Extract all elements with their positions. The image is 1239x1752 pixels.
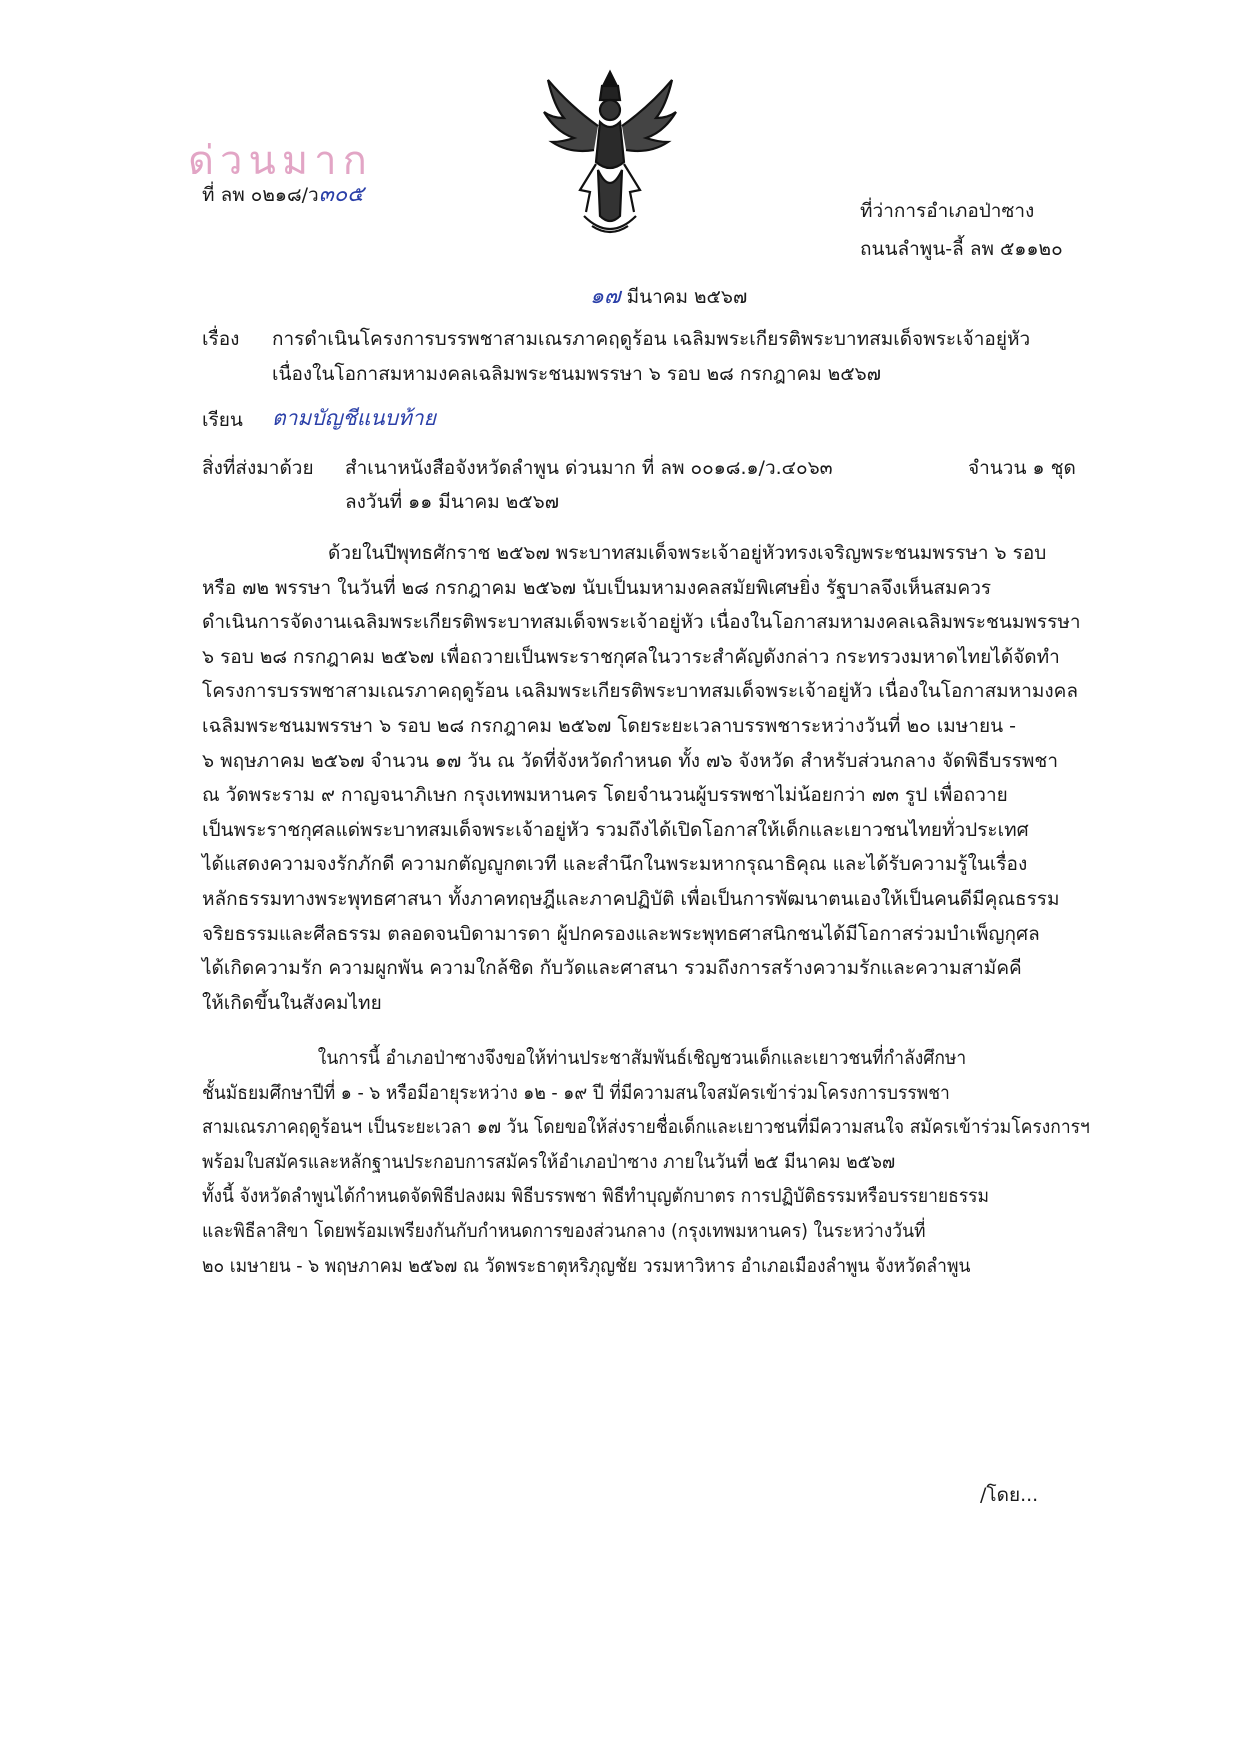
paragraph-line: ๖ พฤษภาคม ๒๕๖๗ จำนวน ๑๗ วัน ณ วัดที่จังหวัดกำหนด ทั้ง ๗๖ จังหวัด สำหรับส่วนกลาง จัดพิธีบรรพชา [202,749,1058,772]
reference-handwritten: ๓๐๕ [318,182,364,207]
recipient-label: เรียน [202,409,243,431]
paragraph-line: ได้เกิดความรัก ความผูกพัน ความใกล้ชิด กับวัดและศาสนา รวมถึงการสร้างความรักและความสามัคคี [202,957,1022,980]
subject-line1: การดำเนินโครงการบรรพชาสามเณรภาคฤดูร้อน เฉลิมพระเกียรติพระบาทสมเด็จพระเจ้าอยู่หัว [272,328,1031,350]
office-address-line1: ที่ว่าการอำเภอป่าซาง [860,200,1035,222]
paragraph-line: ณ วัดพระราม ๙ กาญจนาภิเษก กรุงเทพมหานคร โดยจำนวนผู้บรรพชาไม่น้อยกว่า ๗๓ รูป เพื่อถวาย [202,784,1008,807]
subject-label: เรื่อง [202,328,240,350]
paragraph-line: ๒๐ เมษายน - ๖ พฤษภาคม ๒๕๖๗ ณ วัดพระธาตุหริภุญชัย วรมหาวิหาร อำเภอเมืองลำพูน จังหวัดลำพูน [202,1254,971,1277]
subject-line2: เนื่องในโอกาสมหามงคลเฉลิมพระชนมพรรษา ๖ รอบ ๒๘ กรกฎาคม ๒๕๖๗ [272,363,882,385]
paragraph-line: หรือ ๗๒ พรรษา ในวันที่ ๒๘ กรกฎาคม ๒๕๖๗ นับเป็นมหามงคลสมัยพิเศษยิ่ง รัฐบาลจึงเห็นสมควร [202,576,992,599]
paragraph-line: หลักธรรมทางพระพุทธศาสนา ทั้งภาคทฤษฎีและภาคปฏิบัติ เพื่อเป็นการพัฒนาตนเองให้เป็นคนดีมีคุณธรรม [202,887,1060,910]
document-date [590,284,747,310]
paragraph-line: ในการนี้ อำเภอป่าซางจึงขอให้ท่านประชาสัมพันธ์เชิญชวนเด็กและเยาวชนที่กำลังศึกษา [317,1047,967,1069]
continuation-marker: /โดย... [980,1484,1039,1506]
enclosure-quantity: จำนวน ๑ ชุด [968,457,1076,479]
urgent-stamp: ด่วนมาก [188,138,373,184]
paragraph-line: และพิธีลาสิขา โดยพร้อมเพรียงกันกับกำหนดการของส่วนกลาง (กรุงเทพมหานคร) ในระหว่างวันที่ [202,1219,926,1242]
paragraph-line: ชั้นมัธยมศึกษาปีที่ ๑ - ๖ หรือมีอายุระหว่าง ๑๒ - ๑๙ ปี ที่มีความสนใจสมัครเข้าร่วมโครงการบรรพชา [202,1081,950,1104]
date-day-handwritten: ๑๗ [590,284,621,309]
recipient-handwritten: ตามบัญชีแนบท้าย [272,406,436,430]
date-month-year: มีนาคม ๒๕๖๗ [626,286,748,308]
paragraph-line: โครงการบรรพชาสามเณรภาคฤดูร้อน เฉลิมพระเกียรติพระบาทสมเด็จพระเจ้าอยู่หัว เนื่องในโอกาสมหามงคล [202,680,1079,703]
paragraph-line: พร้อมใบสมัครและหลักฐานประกอบการสมัครให้อำเภอป่าซาง ภายในวันที่ ๒๕ มีนาคม ๒๕๖๗ [202,1150,896,1173]
paragraph-line: สามเณรภาคฤดูร้อนฯ เป็นระยะเวลา ๑๗ วัน โดยขอให้ส่งรายชื่อเด็กและเยาวชนที่มีความสนใจ สมัครเข้าร่วมโครงการฯ [202,1116,1090,1139]
enclosure-line1: สำเนาหนังสือจังหวัดลำพูน ด่วนมาก ที่ ลพ ๐๐๑๘.๑/ว.๔๐๖๓ [345,457,833,479]
enclosure-line2: ลงวันที่ ๑๑ มีนาคม ๒๕๖๗ [345,491,560,513]
paragraph-line: เป็นพระราชกุศลแด่พระบาทสมเด็จพระเจ้าอยู่หัว รวมถึงได้เปิดโอกาสให้เด็กและเยาวชนไทยทั่วประเทศ [202,818,1029,841]
office-address-line2: ถนนลำพูน-ลี้ ลพ ๕๑๑๒๐ [860,238,1063,260]
paragraph-line: ให้เกิดขึ้นในสังคมไทย [202,991,382,1014]
paragraph-1 [202,536,1081,1020]
paragraph-line: จริยธรรมและศีลธรรม ตลอดจนบิดามารดา ผู้ปกครองและพระพุทธศาสนิกชนได้มีโอกาสร่วมบำเพ็ญกุศล [202,922,1040,945]
reference-number [202,182,364,208]
garuda-emblem-icon [540,66,680,242]
paragraph-2 [202,1041,1168,1283]
paragraph-line: ๖ รอบ ๒๘ กรกฎาคม ๒๕๖๗ เพื่อถวายเป็นพระราชกุศลในวาระสำคัญดังกล่าว กระทรวงมหาดไทยได้จัดทำ [202,645,1060,668]
paragraph-line: ด้วยในปีพุทธศักราช ๒๕๖๗ พระบาทสมเด็จพระเจ้าอยู่หัวทรงเจริญพระชนมพรรษา ๖ รอบ [328,542,1047,564]
paragraph-line: ได้แสดงความจงรักภักดี ความกตัญญูกตเวที และสำนึกในพระมหากรุณาธิคุณ และได้รับความรู้ในเรื่อง [202,853,1028,876]
paragraph-line: เฉลิมพระชนมพรรษา ๖ รอบ ๒๘ กรกฎาคม ๒๕๖๗ โดยระยะเวลาบรรพชาระหว่างวันที่ ๒๐ เมษายน - [202,714,1016,737]
paragraph-line: ดำเนินการจัดงานเฉลิมพระเกียรติพระบาทสมเด็จพระเจ้าอยู่หัว เนื่องในโอกาสมหามงคลเฉลิมพระชนมพรรษา [202,611,1081,634]
reference-prefix: ที่ ลพ ๐๒๑๘/ว [202,184,319,206]
paragraph-line: ทั้งนี้ จังหวัดลำพูนได้กำหนดจัดพิธีปลงผม พิธีบรรพชา พิธีทำบุญตักบาตร การปฏิบัติธรรมหรือบรรยายธรรม [202,1185,990,1208]
enclosure-label: สิ่งที่ส่งมาด้วย [202,457,314,479]
